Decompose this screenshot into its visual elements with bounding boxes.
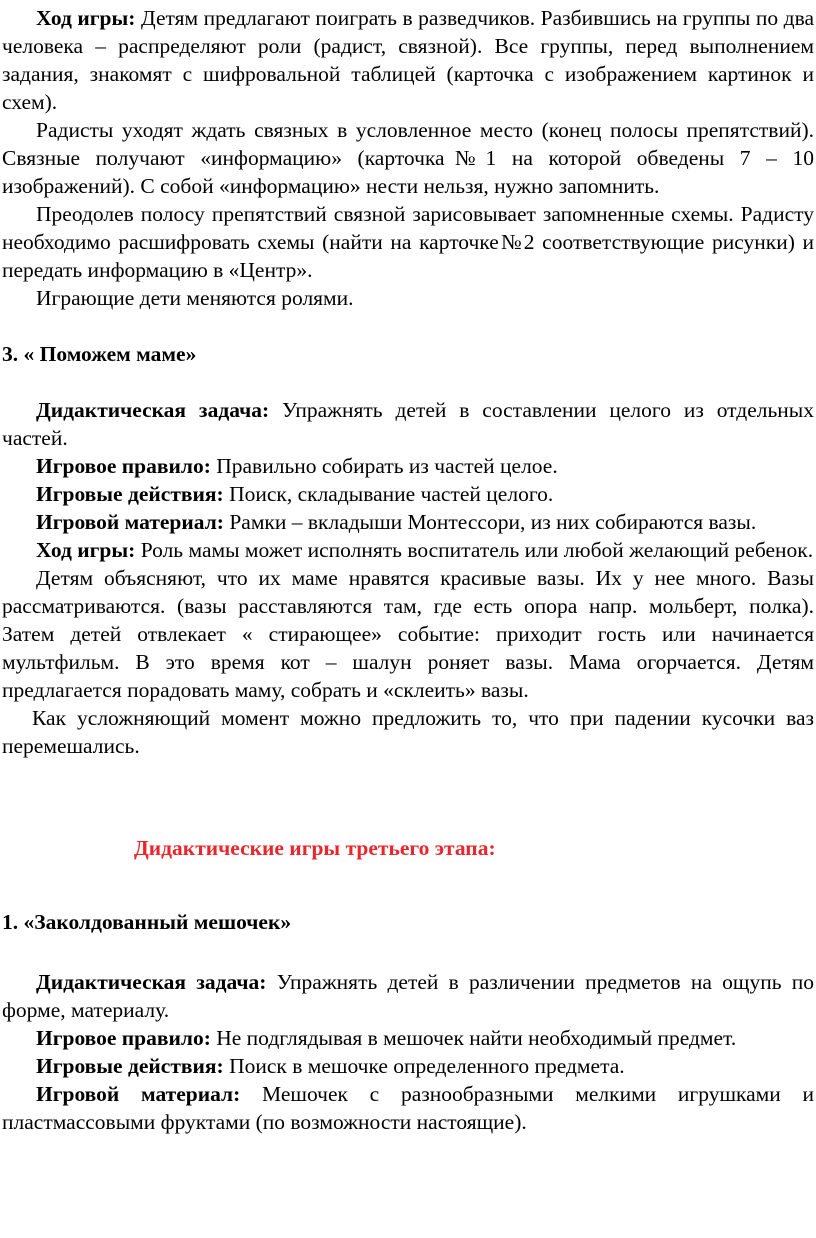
game1-task-text: Упражнять детей в различении предметов на ощупь по форме, материалу. — [2, 970, 815, 1022]
paragraph-obstacles: Преодолев полосу препятствий связной зарисовывает запомненные схемы. Радисту необходимо расшифровать схемы (найти на карточке№2 соответствующие рисунки) и передать информацию в «Центр». — [2, 202, 814, 282]
game1-material-text: Мешочек с разнообразными мелкими игрушками и пластмассовыми фруктами (по возможности настоящие). — [2, 1082, 815, 1134]
game1-task — [2, 968, 814, 1024]
game3-explain: Детям объясняют, что их маме нравятся красивые вазы. Их у нее много. Вазы рассматриваются. (вазы расставляются там, где есть опора напр. мольберт, полка). Затем детей отвлекает « стирающее» событие: приходит гость или начинается мультфильм. В это время кот – шалун роняет вазы. Мама огорчается. Детям предлагается порадовать маму, собрать и «склеить» вазы. — [2, 566, 814, 702]
game1-actions-text: Поиск в мешочке определенного предмета. — [229, 1054, 625, 1078]
game3-material-label: Игровой материал: — [36, 510, 224, 534]
game1-task-label: Дидактическая задача: — [36, 970, 267, 994]
game3-material — [2, 508, 814, 536]
game1-material-label: Игровой материал: — [36, 1082, 241, 1106]
game3-rule-label: Игровое правило: — [36, 454, 211, 478]
game3-course — [2, 536, 814, 564]
game3-title: 3. « Поможем маме» — [2, 342, 197, 366]
game3-actions-text: Поиск, складывание частей целого. — [229, 482, 554, 506]
paragraph-game-course — [2, 4, 814, 116]
game3-task — [2, 396, 814, 452]
game3-rule — [2, 452, 814, 480]
game3-task-text: Упражнять детей в составлении целого из отдельных частей. — [2, 398, 814, 450]
paragraph-radists: Радисты уходят ждать связных в условленное место (конец полосы препятствий). Связные получают «информацию» (карточка№1 на которой обведены 7 – 10 изображений). С собой «информацию» нести нельзя, нужно запомнить. — [2, 118, 814, 198]
paragraph-roles: Играющие дети меняются ролями. — [36, 286, 354, 310]
game3-course-text: Роль мамы может исполнять воспитатель или любой желающий ребенок. — [140, 538, 814, 562]
game1-actions-label: Игровые действия: — [36, 1054, 224, 1078]
game3-actions-label: Игровые действия: — [36, 482, 224, 506]
label-game-course: Ход игры: — [36, 6, 136, 30]
game1-rule — [2, 1024, 814, 1052]
game3-task-label: Дидактическая задача: — [36, 398, 270, 422]
stage3-heading: Дидактические игры третьего этапа: — [134, 836, 496, 860]
game1-rule-text: Не подглядывая в мешочек найти необходимый предмет. — [216, 1026, 737, 1050]
game3-material-text: Рамки – вкладыши Монтессори, из них собираются вазы. — [229, 510, 757, 534]
game3-rule-text: Правильно собирать из частей целое. — [216, 454, 558, 478]
game1-material — [2, 1080, 814, 1136]
text-game-course: Детям предлагают поиграть в разведчиков. Разбившись на группы по два человека – распределяют роли (радист, связной). Все группы, перед выполнением задания, знакомят с шифровальной таблицей (карточка с изображением картинок и схем). — [2, 6, 814, 114]
game1-actions — [2, 1052, 814, 1080]
game1-rule-label: Игровое правило: — [36, 1026, 211, 1050]
game3-actions — [2, 480, 814, 508]
game1-title: 1. «Заколдованный мешочек» — [2, 910, 292, 934]
game3-complicate: Как усложняющий момент можно предложить то, что при падении кусочки ваз перемешались. — [2, 706, 814, 758]
game3-course-label: Ход игры: — [36, 538, 136, 562]
